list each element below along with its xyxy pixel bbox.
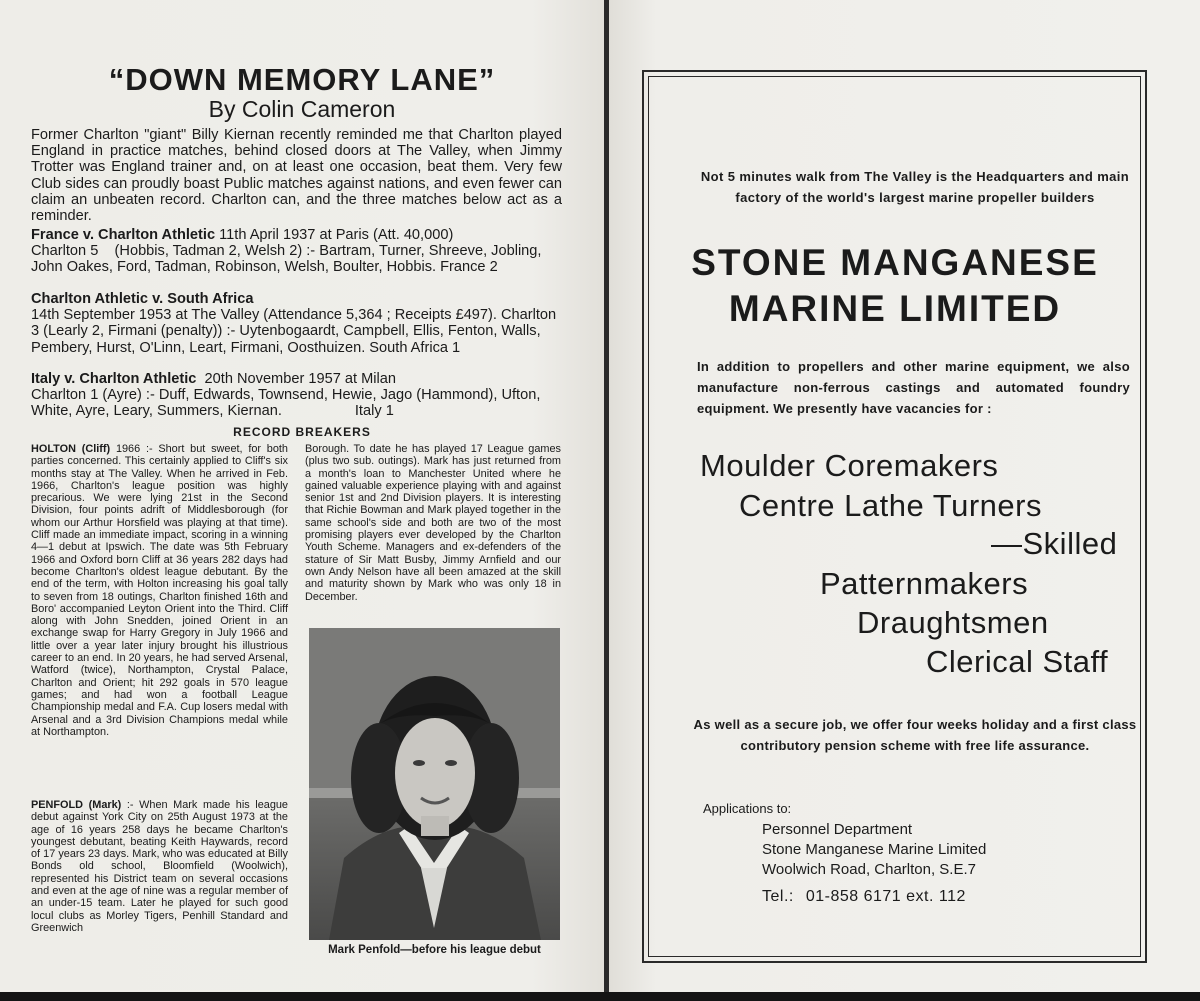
match-detail: 11th April 1937 at Paris (Att. 40,000) — [215, 227, 454, 243]
article-title: “DOWN MEMORY LANE” — [108, 62, 496, 97]
telephone-number: 01-858 6171 ext. 112 — [805, 888, 966, 905]
penfold-entry — [31, 799, 288, 934]
holton-name: HOLTON (Cliff) — [31, 443, 111, 455]
match-france — [31, 227, 562, 276]
record-breakers-heading: RECORD BREAKERS — [233, 425, 371, 439]
player-photo — [309, 628, 560, 940]
match-body: Charlton 5 (Hobbis, Tadman 2, Welsh 2) :- Bartram, Turner, Shreeve, Jobling, John Oakes, Ford, Tadman, Robinson, Welsh, Boulter, Hobbis. France 2 — [31, 243, 542, 276]
match-body: Charlton 1 (Ayre) :- Duff, Edwards, Townsend, Hewie, Jago (Hammond), Ufton, White, Ayre, Leary, Summers, Kiernan. Italy 1 — [31, 387, 541, 420]
applications-label: Applications to: — [703, 801, 792, 816]
match-heading: France v. Charlton Athletic — [31, 227, 216, 243]
job-patternmakers: Patternmakers — [820, 566, 1029, 601]
player-portrait — [309, 628, 560, 940]
holton-entry — [31, 443, 288, 738]
job-moulder-coremakers: Moulder Coremakers — [700, 448, 999, 483]
match-heading: Italy v. Charlton Athletic — [31, 371, 197, 387]
job-centre-lathe-turners: Centre Lathe Turners — [739, 488, 1042, 523]
photo-caption: Mark Penfold—before his league debut — [328, 944, 541, 956]
job-draughtsmen: Draughtsmen — [857, 605, 1049, 640]
holton-text: 1966 :- Short but sweet, for both parties concerned. This certainly applied to Cliff's six months stay at The Valley. When he arrived in Feb. 1966, Charlton's league position was highly precarious. We were lying 21st in the Second Division, four points adrift of Middlesborough (for whom our Arthur Horsfield was playing at that time). Cliff made an immediate impact, scoring in a winning 4—1 debut at Ipswich. The date was 5th February 1966 and Oxford born Cliff at 36 years 282 days had become Charlton's oldest league debutant. By the end of the term, with Holton increasing his goal tally to seven from 18 outings, Charlton finished 16th and Boro' accompanied Leyton Orient into the Third. Cliff along with John Snedden, joined Orient in an exchange swap for Harry Gregory in July 1966 and little over a year later injury brought his illustrious career to an end. In 20 years, he had served Arsenal, Watford (twice), Northampton, Crystal Palace, Charlton and Orient; hit 292 goals in 570 league games; and had won a football League Championship medal and F.A. Cup losers medal with Arsenal and a 3rd Division Champions medal while at Northampton. — [31, 443, 288, 738]
advert-offer: As well as a secure job, we offer four weeks holiday and a first class contributory pension scheme with free life assurance. — [693, 717, 1137, 753]
penfold-continued: Borough. To date he has played 17 League games (plus two sub. outings). Mark has just returned from a month's loan to Manchester United where he gained valuable experience playing with and against senior 1st and 2nd Division players. It is interesting that Richie Bowman and Mark played together in the same school's side and both are two of the most promising players ever developed by the Charlton Youth Scheme. Managers and ex-defenders of the stature of Sir Matt Busby, Jimmy Arnfield and our own Andy Nelson have all been amazed at the skill and maturity shown by Mark who was only 18 in December. — [305, 443, 561, 603]
penfold-text: :- When Mark made his league debut against York City on 25th August 1973 at the age of 16 years 258 days he became Charlton's youngest debutant, beating Keith Haywards, record of 17 years 23 days. Mark, who was educated at Billy Bonds old school, Bloomfield (Woolwich), represented his District team on several occasions and even at the age of nine was a regular member of an under-15 team. Later he played for such good locul clubs as Morley Tigers, Penhill Standard and Greenwich — [31, 799, 288, 934]
job-skilled: —Skilled — [991, 526, 1118, 561]
article-intro: Former Charlton "giant" Billy Kiernan recently reminded me that Charlton played England in practice matches, behind closed doors at The Valley, when Jimmy Trotter was England trainer and, on at least one occasion, beat them. Very few Club sides can proudly boast Public matches against nations, and even fewer can claim an unbeaten record. Charlton can, and the three matches below act as a reminder. — [31, 127, 562, 225]
advert-paragraph: In addition to propellers and other marine equipment, we also manufacture non-ferrous castings and automated foundry equipment. We presently have vacancies for : — [697, 359, 1130, 416]
match-body: 14th September 1953 at The Valley (Attendance 5,364 ; Receipts £497). Charlton 3 (Learly 2, Firmani (penalty)) :- Uytenbogaardt, Campbell, Ellis, Fenton, Walls, Pembery, Hurst, O'Linn, Leart, Firmani, Oosthuizen. South Africa 1 — [31, 307, 557, 356]
match-heading: Charlton Athletic v. South Africa — [31, 291, 254, 307]
address-line-company: Stone Manganese Marine Limited — [762, 841, 987, 858]
article-byline: By Colin Cameron — [208, 96, 396, 122]
match-south-africa — [31, 291, 562, 356]
address-line-department: Personnel Department — [762, 821, 913, 838]
advert-intro: Not 5 minutes walk from The Valley is the Headquarters and main factory of the world's largest marine propeller builders — [700, 169, 1130, 205]
company-name-line2: MARINE LIMITED — [728, 288, 1062, 329]
address-line-street: Woolwich Road, Charlton, S.E.7 — [762, 861, 976, 878]
job-clerical-staff: Clerical Staff — [926, 644, 1109, 679]
match-detail: 20th November 1957 at Milan — [196, 371, 396, 387]
penfold-name: PENFOLD (Mark) — [31, 799, 122, 811]
company-name-line1: STONE MANGANESE — [691, 242, 1099, 283]
telephone-label: Tel.: — [762, 888, 794, 905]
telephone — [762, 888, 966, 906]
match-italy — [31, 371, 562, 420]
